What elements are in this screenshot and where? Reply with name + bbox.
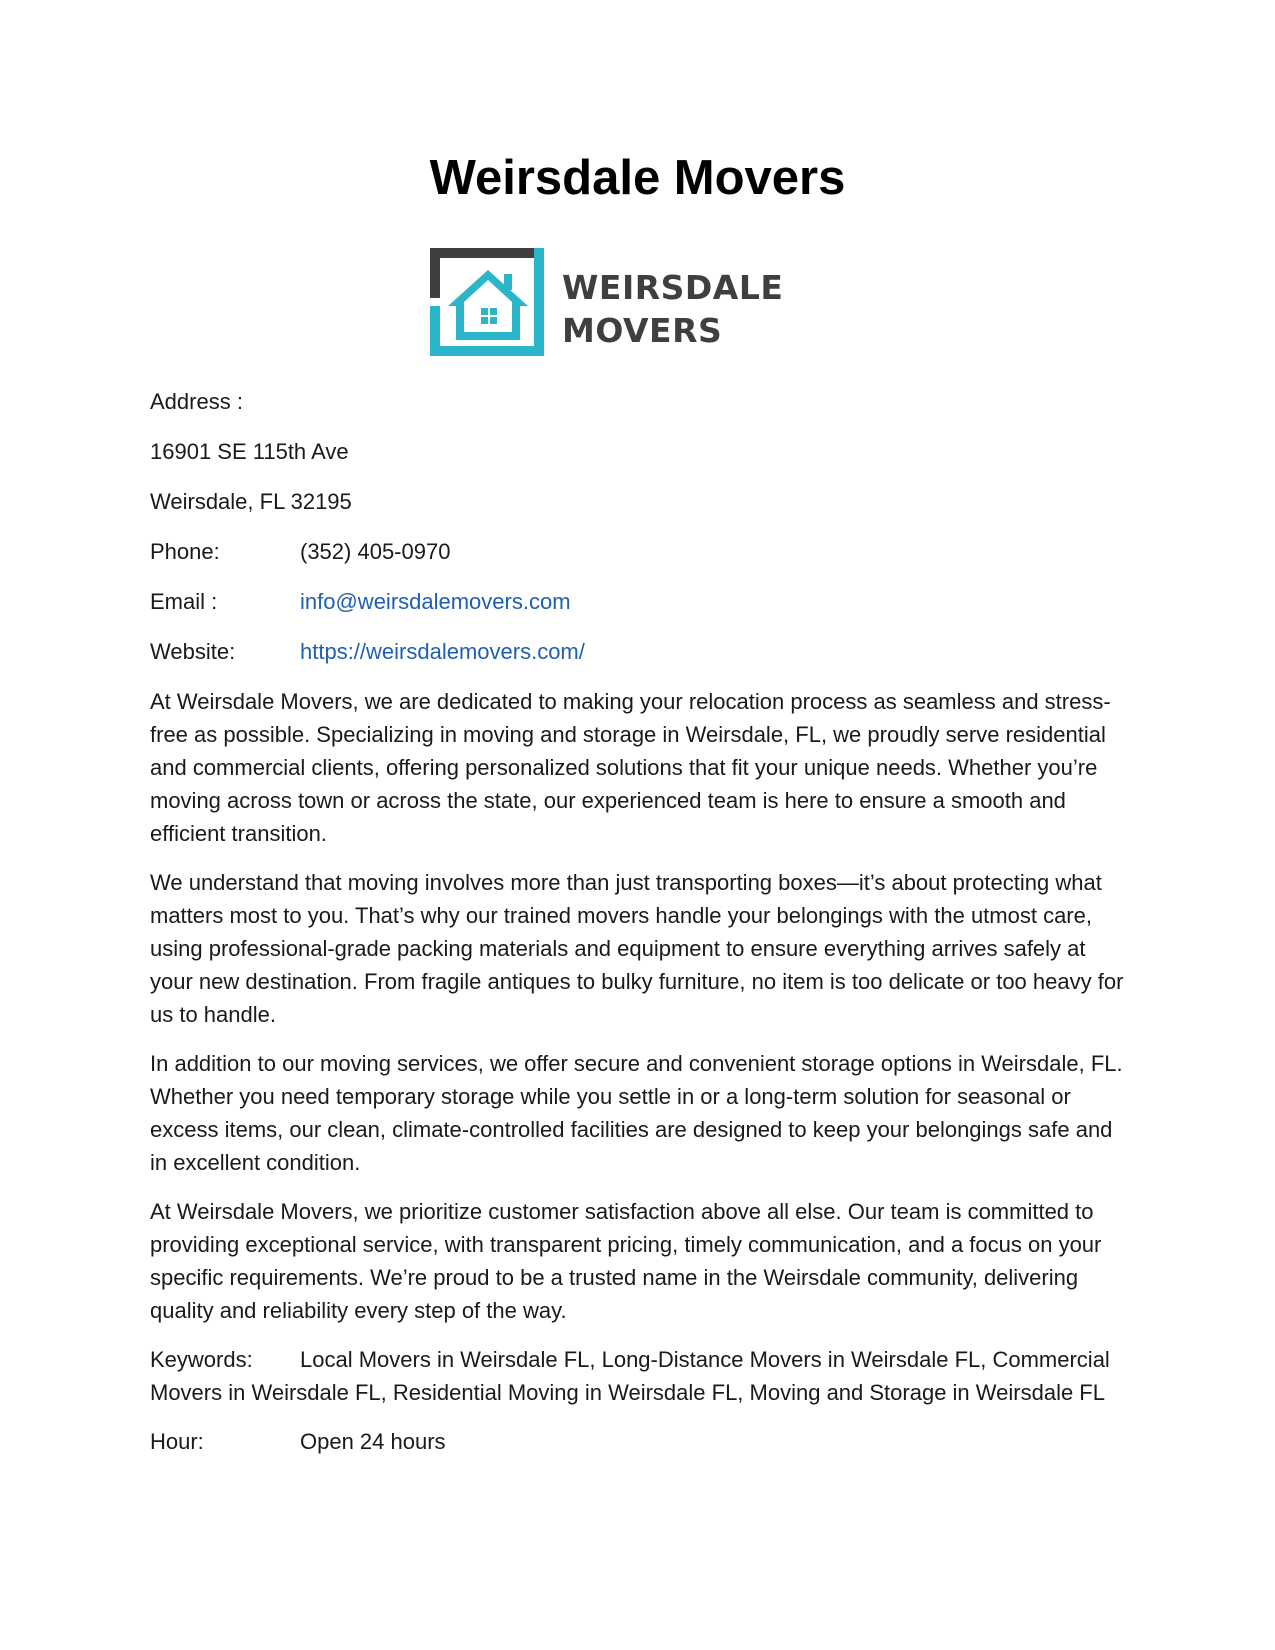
page-title: Weirsdale Movers — [429, 151, 846, 205]
logo-line-2: MOVERS — [562, 311, 723, 350]
email-label: Email : — [150, 589, 218, 614]
website-row — [150, 635, 1130, 668]
website-link[interactable]: https://weirsdalemovers.com/ — [300, 639, 585, 664]
keywords-label: Keywords: — [150, 1347, 253, 1372]
paragraph-intro: At Weirsdale Movers, we are dedicated to making your relocation process as seamless and stress-free as possible. Specializing in moving and storage in Weirsdale, FL, we proudly serve residential and commercial clients, offering personalized solutions that fit your unique needs. Whether you’re moving across town or across the state, our experienced team is here to ensure a smooth and efficient transition. — [150, 689, 1111, 846]
document-body — [150, 385, 1130, 1475]
company-logo — [430, 248, 784, 356]
paragraph-satisfaction: At Weirsdale Movers, we prioritize customer satisfaction above all else. Our team is committed to providing exceptional service, with transparent pricing, timely communication, and a focus on your specific requirements. We’re proud to be a trusted name in the Weirsdale community, delivering quality and reliability every step of the way. — [150, 1199, 1102, 1323]
keywords-row — [150, 1343, 1130, 1409]
address-line-1: 16901 SE 115th Ave — [150, 439, 349, 464]
hours-row — [150, 1425, 1130, 1458]
paragraph-storage: In addition to our moving services, we offer secure and convenient storage options in Weirsdale, FL. Whether you need temporary storage while you settle in or a long-term solution for seasonal or excess items, our clean, climate-controlled facilities are designed to keep your belongings safe and in excellent condition. — [150, 1051, 1123, 1175]
phone-value: (352) 405-0970 — [300, 539, 451, 564]
logo-wordmark — [562, 266, 783, 352]
logo-line-1: WEIRSDALE — [562, 268, 784, 307]
phone-row — [150, 535, 1130, 568]
phone-label: Phone: — [150, 539, 220, 564]
email-row — [150, 585, 1130, 618]
email-link[interactable]: info@weirsdalemovers.com — [300, 589, 571, 614]
keywords-value: Local Movers in Weirsdale FL, Long-Distance Movers in Weirsdale FL, Commercial Movers in Weirsdale FL, Residential Moving in Weirsdale FL, Moving and Storage in Weirsdale FL — [150, 1347, 1110, 1405]
hours-value: Open 24 hours — [300, 1429, 446, 1454]
house-icon — [430, 248, 550, 356]
website-label: Website: — [150, 639, 236, 664]
address-line-2: Weirsdale, FL 32195 — [150, 489, 352, 514]
hours-label: Hour: — [150, 1429, 204, 1454]
address-label: Address : — [150, 389, 243, 414]
paragraph-care: We understand that moving involves more than just transporting boxes—it’s about protecting what matters most to you. That’s why our trained movers handle your belongings with the utmost care, using professional-grade packing materials and equipment to ensure everything arrives safely at your new destination. From fragile antiques to bulky furniture, no item is too delicate or too heavy for us to handle. — [150, 870, 1124, 1027]
